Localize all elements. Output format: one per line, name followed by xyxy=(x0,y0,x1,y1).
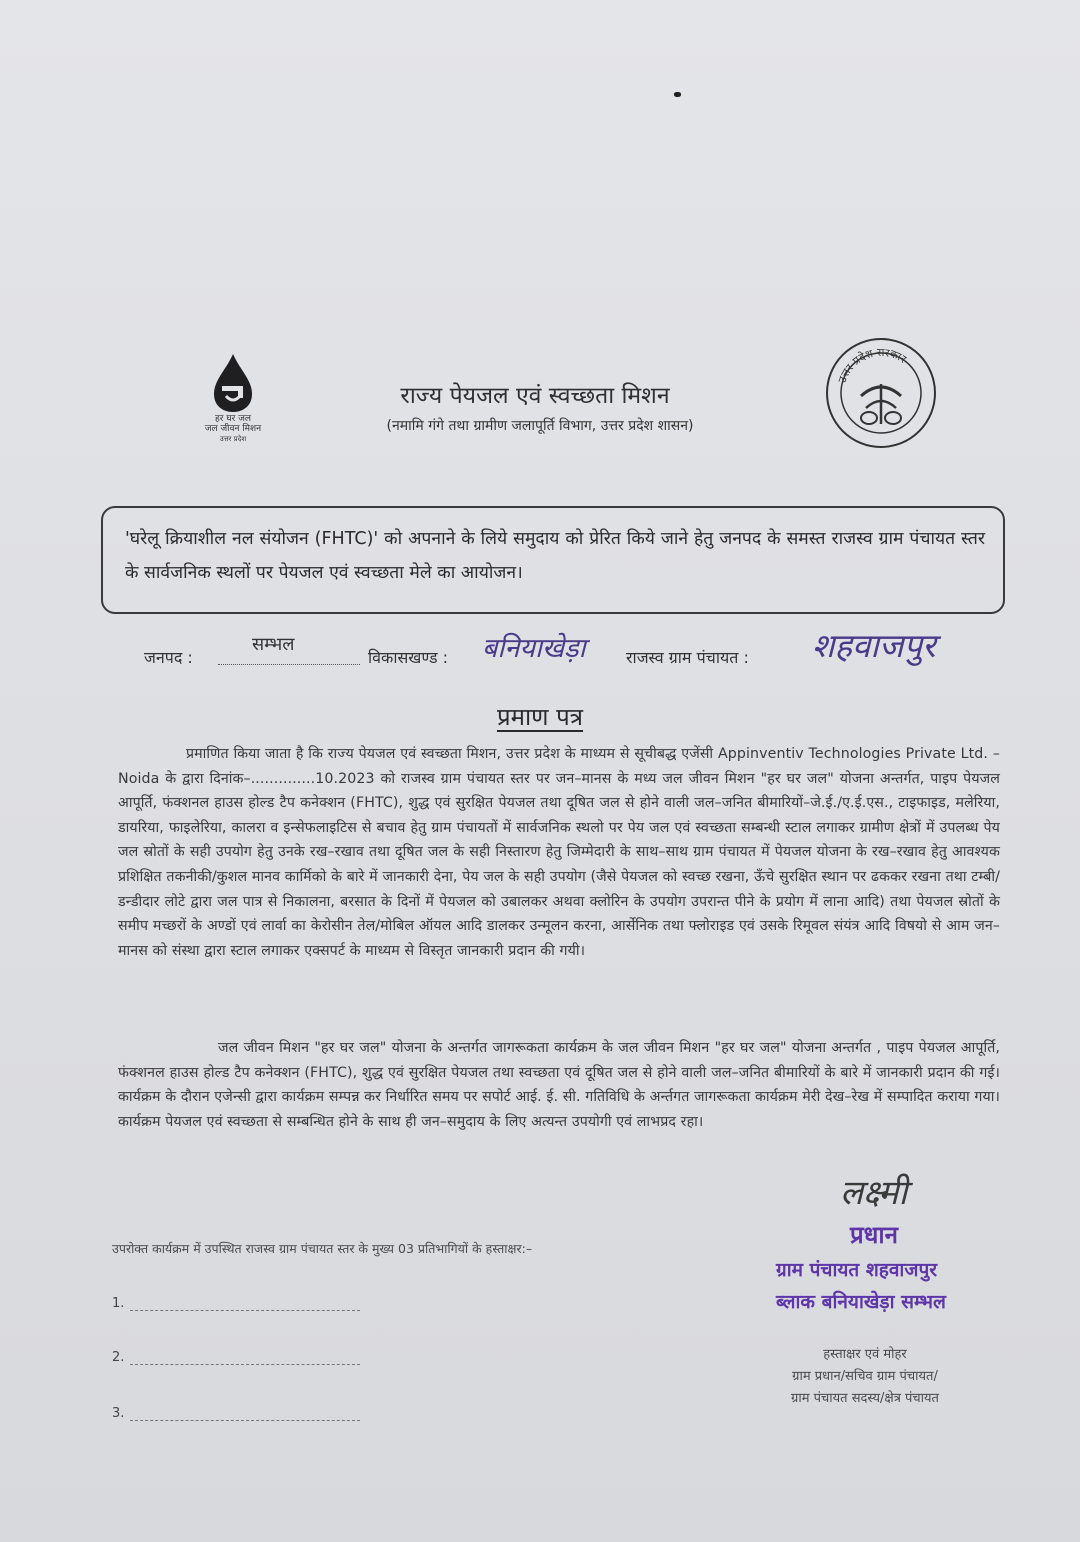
event-notice-box xyxy=(101,506,1005,614)
signer-caption-2: ग्राम प्रधान/सचिव ग्राम पंचायत/ xyxy=(792,1369,938,1384)
attendees-note: उपरोक्त कार्यक्रम में उपस्थित राजस्व ग्राम पंचायत स्तर के मुख्य 03 प्रतिभागियों के हस्ताक्षर:– xyxy=(112,1241,533,1256)
attendee-signature-line-3 xyxy=(112,1406,372,1421)
panchayat-value: शहवाजपुर xyxy=(812,626,936,665)
block-label: विकासखण्ड : xyxy=(368,648,449,667)
attendee-number-1: 1. xyxy=(112,1296,125,1311)
certificate-paragraph-1: प्रमाणित किया जाता है कि राज्य पेयजल एवं स्वच्छता मिशन, उत्तर प्रदेश के माध्यम से सूचीबद्ध एजेंसी Appinventiv Technologies Private Ltd. – Noida के द्वारा दिनांक–..............10.2023 को राजस्व ग्राम पंचायत स्तर पर जन–मानस के मध्य जल जीवन मिशन "हर घर जल" योजना अन्तर्गत, पाइप पेयजल आपूर्ति, फंक्शनल हाउस होल्ड टैप कनेक्शन (FHTC), शुद्ध एवं सुरक्षित पेयजल तथा दूषित जल से होने वाली जल–जनित बीमारियों–जे.ई./ए.ई.एस., टाइफाइड, मलेरिया, डायरिया, फाइलेरिया, कालरा व इन्सेफलाइटिस से बचाव हेतु ग्राम पंचायतों में सार्वजनिक स्थलो पर पेय जल एवं स्वच्छता सम्बन्धी स्टाल लगाकर ग्रामीण क्षेत्रों में उपलब्ध पेय जल स्रोतों के सही उपयोग हेतु उनके रख–रखाव तथा दूषित जल के सही निस्तारण हेतु जिम्मेदारी के साथ–साथ ग्राम पंचायत में पेयजल योजना के रख–रखाव हेतु आवश्यक प्रशिक्षित तकनीकी/कुशल मानव कार्मिको के बारे में जानकारी देना, पेय जल के सही उपयोग (जैसे पेयजल को स्वच्छ रखना, ऊँचे सुरक्षित स्थान पर ढककर रखना तथा टम्बी/डन्डीदार लोटे द्वारा जल पात्र से निकालना, बरसात के दिनों में पेयजल को उबालकर अथवा क्लोरिन के उपयोग उपरान्त पीने के प्रयोग में लाना आदि) तथा पेयजल स्रोतों के समीप मच्छरों के अण्डों एवं लार्वा का केरोसीन तेल/मोबिल ऑयल आदि डालकर उन्मूलन करना, आर्सेनिक तथा फ्लोराइड एवं उसके रिमूवल संयंत्र आदि विषयो से आम जन–मानस को संस्था द्वारा स्टाल लगाकर एक्सपर्ट के माध्यम से विस्तृत जानकारी प्रदान की गयी। xyxy=(118,746,1000,959)
jal-jeevan-mission-logo xyxy=(178,352,288,447)
water-drop-icon xyxy=(178,352,288,414)
district-label: जनपद : xyxy=(144,648,193,667)
pradhan-signature: लक्ष्मी xyxy=(840,1173,908,1213)
attendee-number-3: 3. xyxy=(112,1406,125,1421)
signer-caption xyxy=(740,1344,990,1410)
certificate-paragraph-2: जल जीवन मिशन "हर घर जल" योजना के अन्तर्गत जागरूकता कार्यक्रम के जल जीवन मिशन "हर घर जल" योजना अन्तर्गत , पाइप पेयजल आपूर्ति, फंक्शनल हाउस होल्ड टैप कनेक्शन (FHTC), शुद्ध एवं सुरक्षित पेयजल तथा स्वच्छता एवं दूषित जल से होने वाली जल–जनित बीमारियों के बारे में जानकारी प्रदान की गई। कार्यक्रम के दौरान एजेन्सी द्वारा कार्यक्रम सम्पन्न कर निर्धारित समय पर सपोर्ट आई. ई. सी. गतिविधि के अर्न्तगत जागरूकता कार्यक्रम मेरी देख–रेख में सम्पादित कराया गया। कार्यक्रम पेयजल एवं स्वच्छता से सम्बन्धित होने के साथ ही जन–समुदाय के लिए अत्यन्त उपयोगी एवं लाभप्रद रहा। xyxy=(118,1040,1000,1130)
event-notice-text: 'घरेलू क्रियाशील नल संयोजन (FHTC)' को अपनाने के लिये समुदाय को प्रेरित किये जाने हेतु जनपद के समस्त राजस्व ग्राम पंचायत स्तर के सार्वजनिक स्थलों पर पेयजल एवं स्वच्छता मेले का आयोजन। xyxy=(125,529,985,583)
mission-subtitle: (नमामि गंगे तथा ग्रामीण जलापूर्ति विभाग, उत्तर प्रदेश शासन) xyxy=(386,418,694,434)
seal-text: उत्तर प्रदेश सरकार xyxy=(835,345,909,385)
stamp-line-3: ब्लाक बनियाखेड़ा सम्भल xyxy=(776,1291,946,1313)
up-government-seal xyxy=(824,336,938,450)
panchayat-label: राजस्व ग्राम पंचायत : xyxy=(626,648,749,667)
logo-caption-1: हर घर जल xyxy=(215,414,251,424)
ink-blot xyxy=(674,92,681,97)
signer-caption-3: ग्राम पंचायत सदस्य/क्षेत्र पंचायत xyxy=(791,1391,939,1406)
seal-emblem-icon xyxy=(824,336,938,450)
logo-caption-2: जल जीवन मिशन xyxy=(204,424,262,434)
block-value: बनियाखेड़ा xyxy=(482,633,586,664)
attendee-signature-line-2 xyxy=(112,1350,372,1365)
logo-caption-3: उत्तर प्रदेश xyxy=(219,435,247,443)
signer-caption-1: हस्ताक्षर एवं मोहर xyxy=(823,1347,907,1362)
mission-title: राज्य पेयजल एवं स्वच्छता मिशन xyxy=(400,383,670,409)
certificate-title: प्रमाण पत्र xyxy=(496,703,584,731)
stamp-line-1: प्रधान xyxy=(850,1221,898,1249)
location-fields xyxy=(140,626,1000,682)
attendee-number-2: 2. xyxy=(112,1350,125,1365)
district-value: सम्भल xyxy=(252,634,295,655)
stamp-line-2: ग्राम पंचायत शहवाजपुर xyxy=(776,1259,938,1281)
attendee-signature-line-1 xyxy=(112,1296,372,1311)
